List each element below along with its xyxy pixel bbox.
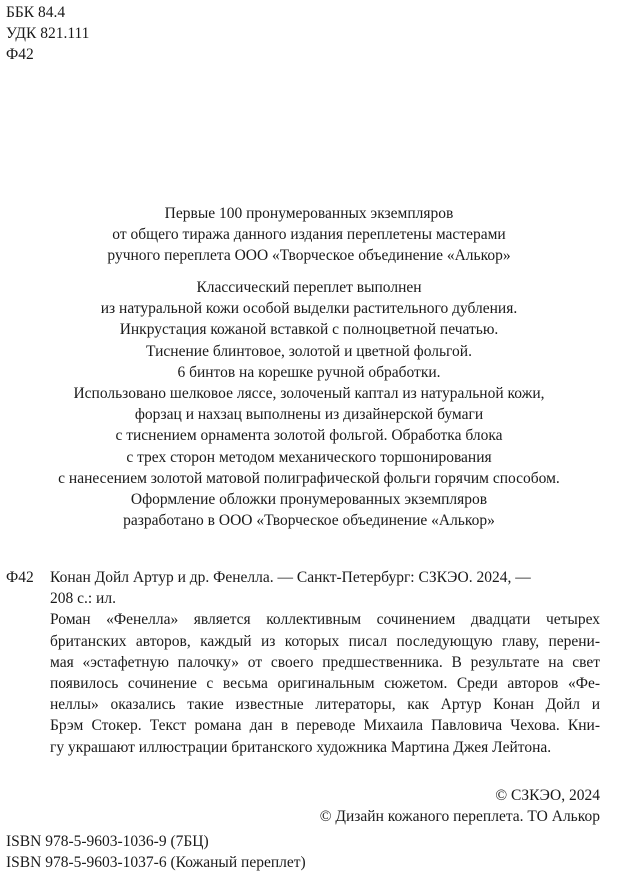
binding-line: с тиснением орнамента золотой фольгой. Обработка блока bbox=[115, 427, 503, 445]
edition-note-line: Первые 100 пронумерованных экземпляров bbox=[164, 205, 454, 222]
annotation-line: появилось сочинение с весьма оригинальным сюжетом. Среди авторов «Фе- bbox=[50, 675, 600, 693]
binding-line: с нанесением золотой матовой полиграфической фольги горячим способом. bbox=[58, 469, 560, 487]
binding-line: разработано в ООО «Творческое объединение «Алькор» bbox=[123, 512, 495, 530]
classification-codes bbox=[6, 2, 89, 65]
binding-line: форзац и нахзац выполнены из дизайнерской бумаги bbox=[134, 406, 484, 424]
copyright-block bbox=[320, 785, 600, 827]
annotation-line: неллы» оказались такие известные литераторы, как Артур Конан Дойл и bbox=[50, 696, 600, 714]
bbk-code: ББК 84.4 bbox=[6, 4, 66, 21]
annotation-line: мая «эстафетную палочку» от своего предшественника. В результате на свет bbox=[50, 653, 600, 671]
annotation-line: Роман «Фенелла» является коллективным сочинением двадцати четырех bbox=[50, 611, 600, 629]
binding-line: 6 бинтов на корешке ручной обработки. bbox=[177, 363, 441, 381]
catalog-pages: 208 с.: ил. bbox=[50, 590, 116, 608]
binding-line: Тиснение блинтовое, золотой и цветной фольгой. bbox=[146, 342, 472, 360]
binding-line: Использовано шелковое ляссе, золоченый каптал из натуральной кожи, bbox=[73, 385, 545, 403]
binding-description bbox=[0, 277, 618, 531]
binding-line: с трех сторон методом механического торшонирования bbox=[126, 448, 492, 466]
author-code: Ф42 bbox=[6, 46, 34, 63]
catalog-code: Ф42 bbox=[6, 569, 34, 586]
catalog-heading bbox=[6, 567, 600, 588]
edition-note-line: от общего тиража данного издания переплетены мастерами bbox=[112, 226, 506, 244]
annotation-line: гу украшают иллюстрации британского художника Мартина Джея Лейтона. bbox=[50, 738, 552, 756]
binding-line: из натуральной кожи особой выделки растительного дубления. bbox=[100, 300, 518, 318]
edition-note bbox=[0, 203, 618, 267]
annotation-line: Брэм Стокер. Текст романа дан в переводе Михаила Павловича Чехова. Кни- bbox=[50, 717, 600, 735]
catalog-imprint: — Санкт-Петербург: СЗКЭО. 2024, — bbox=[273, 569, 531, 586]
isbn-block bbox=[6, 831, 306, 873]
isbn-leather: ISBN 978-5-9603-1037-6 (Кожаный переплет) bbox=[6, 854, 306, 872]
publisher-copyright: © СЗКЭО, 2024 bbox=[495, 787, 600, 804]
catalog-title: Конан Дойл Артур и др. Фенелла. bbox=[50, 569, 274, 586]
isbn-standard: ISBN 978-5-9603-1036-9 (7БЦ) bbox=[6, 833, 209, 850]
annotation-line: британских авторов, каждый из которых писал последующую главу, перени- bbox=[50, 632, 600, 650]
binding-copyright: © Дизайн кожаного переплета. ТО Алькор bbox=[319, 808, 600, 826]
catalog-entry bbox=[6, 567, 600, 758]
edition-note-line: ручного переплета ООО «Творческое объединение «Алькор» bbox=[107, 247, 511, 265]
udk-code: УДК 821.111 bbox=[6, 25, 90, 42]
binding-line: Оформление обложки пронумерованных экземпляров bbox=[130, 491, 488, 509]
binding-line: Инкрустация кожаной вставкой с полноцветной печатью. bbox=[119, 321, 499, 339]
binding-line: Классический переплет выполнен bbox=[196, 279, 422, 296]
